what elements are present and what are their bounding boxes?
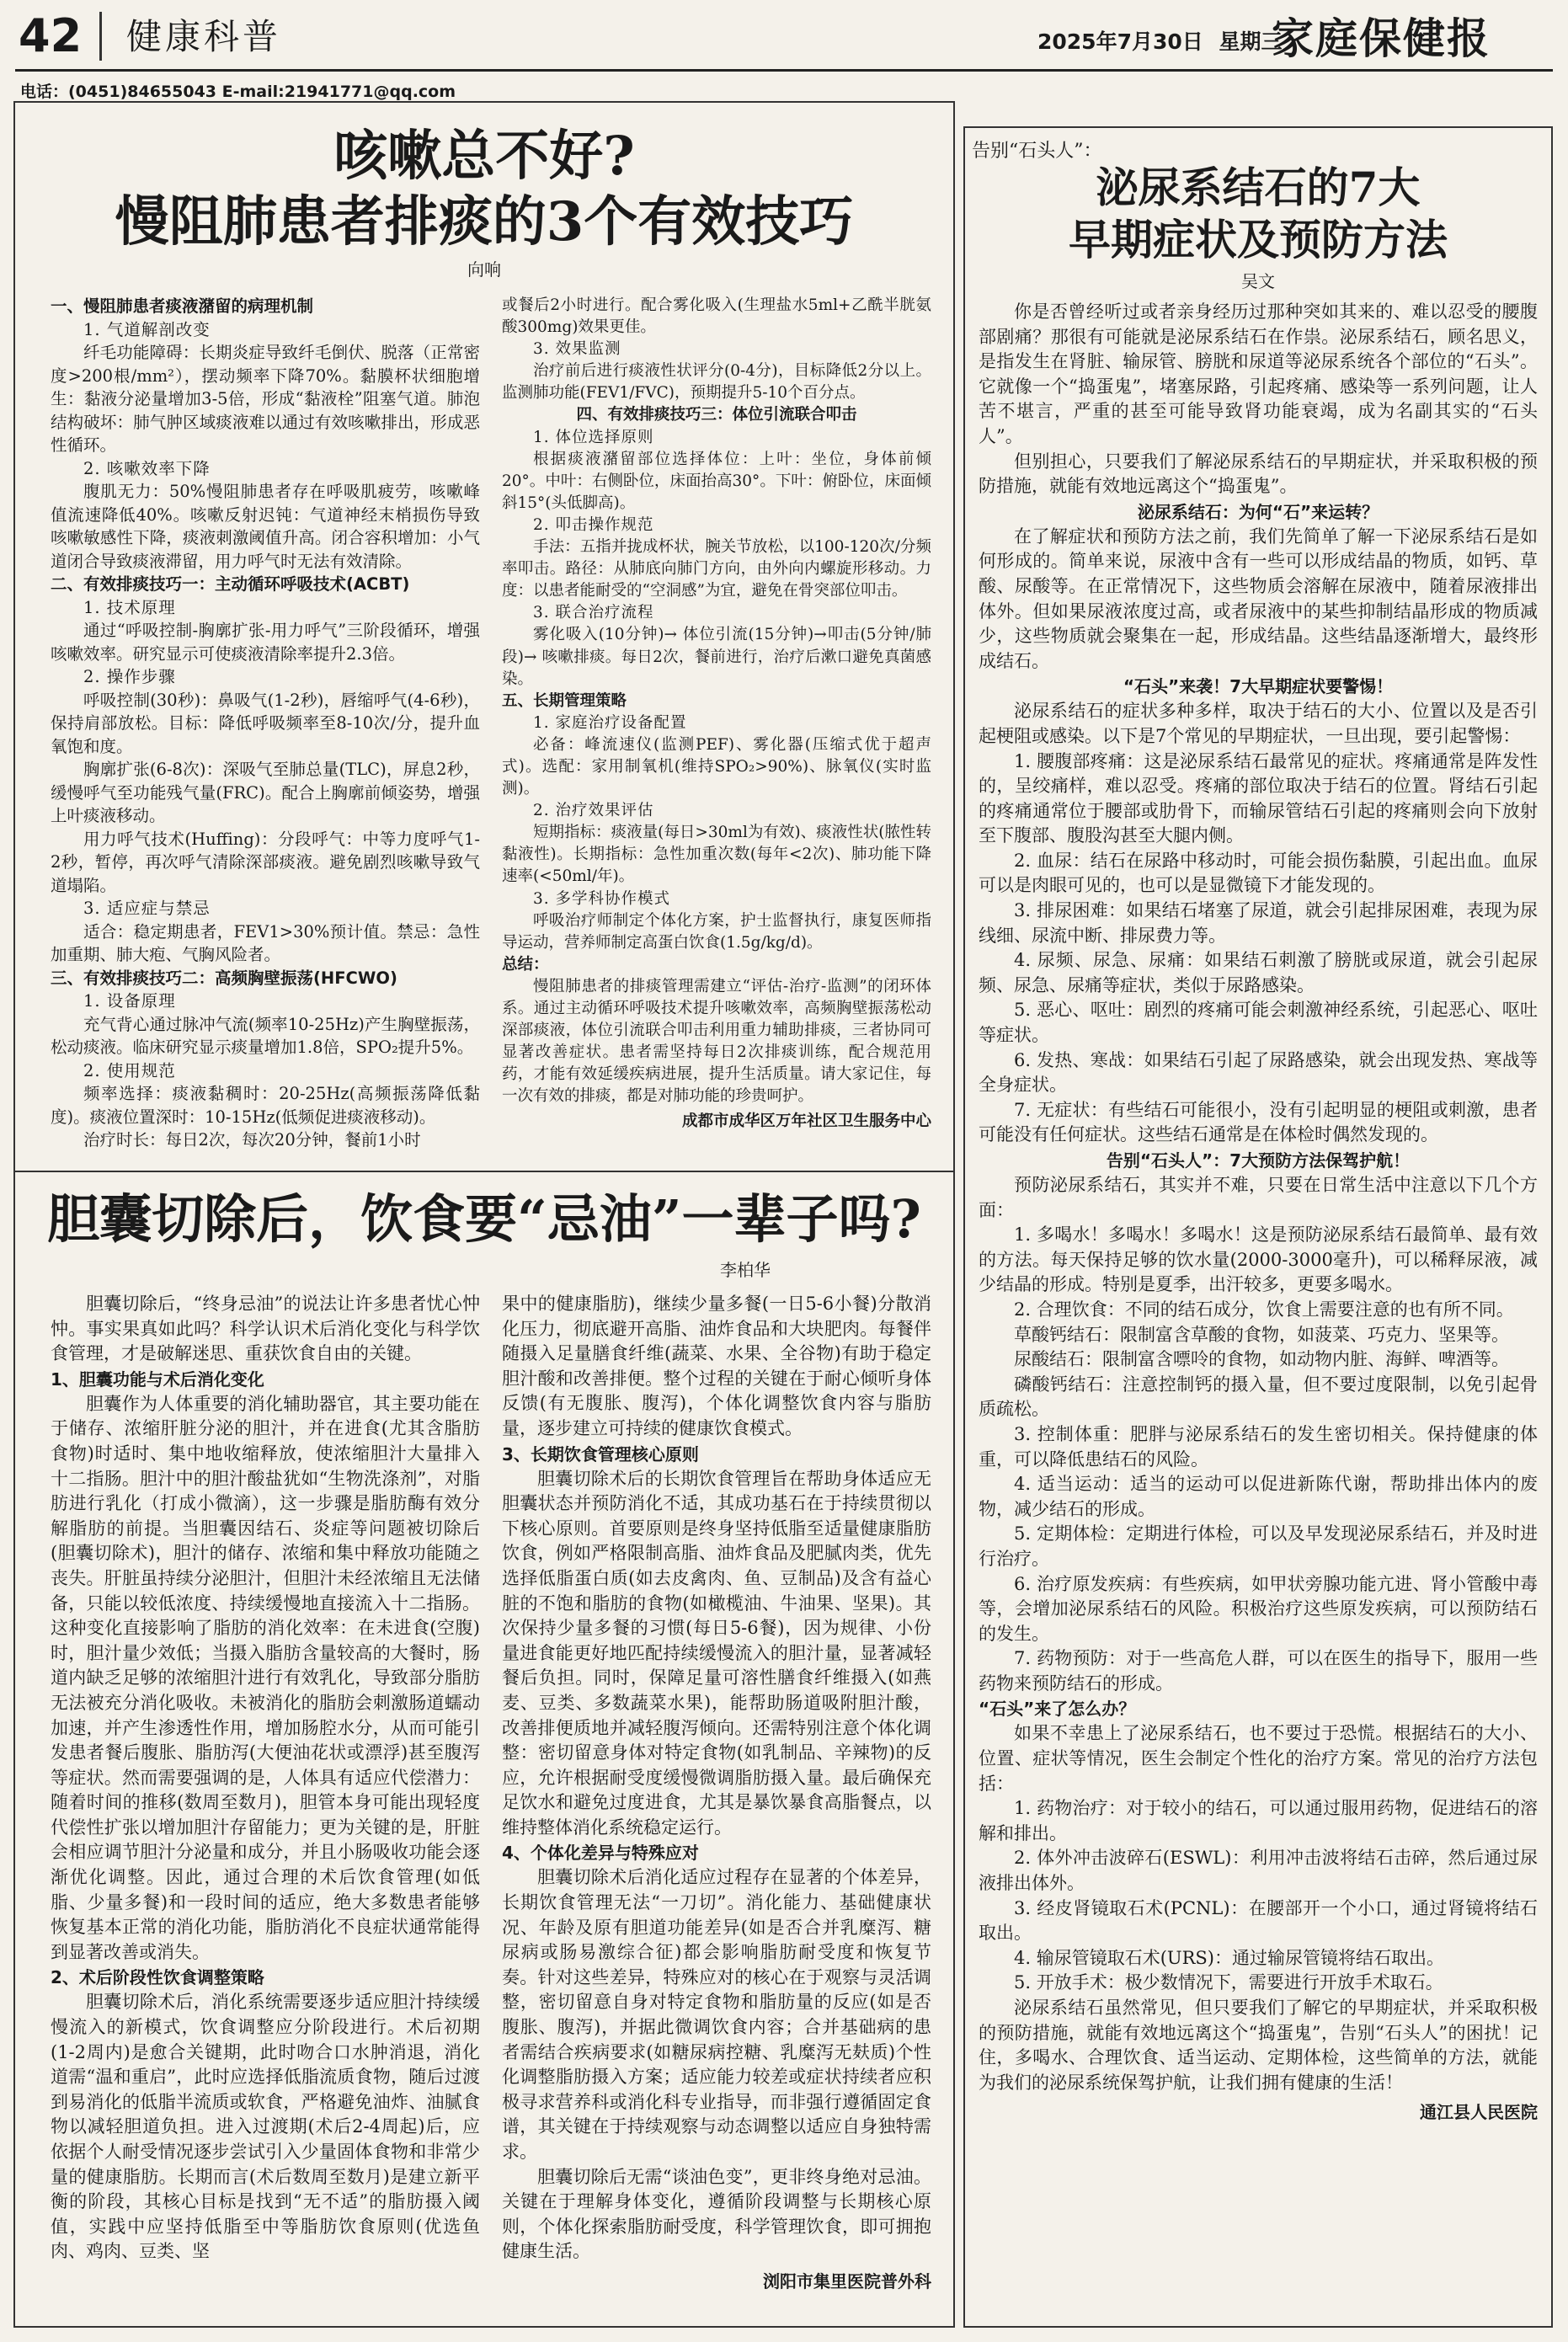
section-heading: 二、有效排痰技巧一：主动循环呼吸技术(ACBT) — [51, 574, 410, 594]
paragraph: 胸廓扩张(6-8次)：深吸气至肺总量(TLC)，屏息2秒，缓慢呼气至功能残气量(FRC)。配合上胸廓前倾姿势，增强上叶痰液移动。 — [51, 760, 480, 825]
subheading: 3. 效果监测 — [533, 340, 621, 359]
paragraph: 预防泌尿系结石，其实并不难，只要在日常生活中注意以下几个方面： — [979, 1175, 1538, 1220]
paragraph: 2. 体外冲击波碎石(ESWL)：利用冲击波将结石击碎，然后通过尿液排出体外。 — [979, 1848, 1538, 1894]
paragraph: 2. 血尿：结石在尿路中移动时，可能会损伤黏膜，引起出血。血尿可以是肉眼可见的，也可以是显微镜下才能发现的。 — [979, 850, 1538, 896]
weekday-text: 星期三 — [1219, 29, 1283, 54]
article1-title-line2: 慢阻肺患者排痰的3个有效技巧 — [115, 190, 854, 253]
subheading: 2. 使用规范 — [83, 1060, 176, 1080]
paragraph: 4. 适当运动：适当的运动可以促进新陈代谢，帮助排出体内的废物，减少结石的形成。 — [979, 1474, 1538, 1519]
paragraph: 2. 合理饮食：不同的结石成分，饮食上需要注意的也有所不同。 — [1014, 1299, 1514, 1320]
subheading: 2. 治疗效果评估 — [533, 802, 654, 820]
section-heading: 告别“石头人”：7大预防方法保驾护航！ — [1106, 1150, 1411, 1171]
paragraph: 磷酸钙结石：注意控制钙的摄入量，但不要过度限制，以免引起骨质疏松。 — [979, 1374, 1538, 1420]
paragraph: 治疗时长：每日2次，每次20分钟，餐前1小时 — [83, 1130, 421, 1150]
paragraph: 7. 药物预防：对于一些高危人群，可以在医生的指导下，服用一些药物来预防结石的形成。 — [979, 1648, 1538, 1694]
paragraph: 6. 发热、寒战：如果结石引起了尿路感染，就会出现发热、寒战等全身症状。 — [979, 1049, 1538, 1096]
paragraph: 如果不幸患上了泌尿系结石，也不要过于恐慌。根据结石的大小、位置、症状等情况，医生会制定个性化的治疗方案。常见的治疗方法包括： — [979, 1723, 1538, 1794]
author-affiliation: 成都市成华区万年社区卫生服务中心 — [681, 1112, 931, 1131]
paragraph: 胆囊切除术后消化适应过程存在显著的个体差异，长期饮食管理无法“一刀切”。消化能力、基础健康状况、年龄及原有胆道功能差异(如是否合并乳糜泻、糖尿病或肠易激综合征)都会影响脂肪耐受度和恢复节奏。针对这些差异，特殊应对的核心在于观察与灵活调整，密切留意自身对特定食物和脂肪量的反应(如是否腹胀、腹泻)，并据此微调饮食内容；合并基础病的患者需结合疾病要求(如糖尿病控糖、乳糜泻无麸质)个性化调整脂肪摄入方案；适应能力较差或症状持续者应积极寻求营养科或消化科专业指导，而非强行遵循固定食谱，其关键在于持续观察与动态调整以适应自身独特需求。 — [502, 1867, 931, 2162]
contact-line: 电话：(0451)84655043 E-mail:21941771@qq.com — [20, 83, 456, 101]
paragraph: 1. 药物治疗：对于较小的结石，可以通过服用药物，促进结石的溶解和排出。 — [979, 1798, 1538, 1843]
subheading: 3. 适应症与禁忌 — [83, 899, 211, 918]
subheading: 1. 体位选择原则 — [533, 428, 654, 446]
paragraph: 胆囊作为人体重要的消化辅助器官，其主要功能在于储存、浓缩肝脏分泌的胆汁，并在进食(尤其含脂肪食物)时适时、集中地收缩释放，使浓缩胆汁大量排入十二指肠。胆汁中的胆汁酸盐犹如“生物洗涤剂”，对脂肪进行乳化（打成小微滴），这一步骤是脂肪酶有效分解脂肪的前提。当胆囊因结石、炎症等问题被切除后(胆囊切除术)，胆汁的储存、浓缩和集中释放功能随之丧失。肝脏虽持续分泌胆汁，但胆汁未经浓缩且无法储备，只能以较低浓度、持续缓慢地直接流入十二指肠。这种变化直接影响了脂肪的消化效率：在未进食(空腹)时，胆汁量少效低；当摄入脂肪含量较高的大餐时，肠道内缺乏足够的浓缩胆汁进行有效乳化，导致部分脂肪无法被充分消化吸收。未被消化的脂肪会刺激肠道蠕动加速，并产生渗透性作用，增加肠腔水分，从而可能引发患者餐后腹胀、脂肪泻(大便油花状或漂浮)甚至腹泻等症状。然而需要强调的是，人体具有适应代偿潜力：随着时间的推移(数周至数月)，胆管本身可能出现轻度代偿性扩张以增加胆汁存留能力；更为关键的是，肝脏会相应调节胆汁分泌量和成分，并且小肠吸收功能会逐渐优化调整。因此，通过合理的术后饮食管理(如低脂、少量多餐)和一段时间的适应，绝大多数患者能够恢复基本正常的消化功能，脂肪消化不良症状通常能得到显著改善或消失。 — [51, 1393, 480, 1962]
paragraph: 适合：稳定期患者，FEV1>30%预计值。禁忌：急性加重期、肺大疱、气胸风险者。 — [51, 921, 480, 964]
section-heading: “石头”来袭！7大早期症状要警惕！ — [1123, 676, 1394, 697]
paragraph: 3. 控制体重：肥胖与泌尿系结石的发生密切相关。保持健康的体重，可以降低患结石的风险。 — [979, 1423, 1538, 1470]
article2-column-2 — [502, 1292, 931, 2319]
paragraph: 在了解症状和预防方法之前，我们先简单了解一下泌尿系结石是如何形成的。简单来说，尿液中含有一些可以形成结晶的物质，如钙、草酸、尿酸等。在正常情况下，这些物质会溶解在尿液中，随着尿液排出体外。但如果尿液浓度过高，或者尿液中的某些抑制结晶形成的物质减少，这些物质就会聚集在一起，形成结晶。这些结晶逐渐增大，最终形成结石。 — [979, 525, 1538, 671]
paragraph: 1. 多喝水！多喝水！多喝水！这是预防泌尿系结石最简单、最有效的方法。每天保持足够的饮水量(2000-3000毫升)，可以稀释尿液，减少结晶的形成。特别是夏季，出汗较多，更要多喝水。 — [979, 1224, 1538, 1295]
author-affiliation: 通江县人民医院 — [1420, 2102, 1538, 2123]
section-heading: 4、个体化差异与特殊应对 — [502, 1843, 699, 1864]
subheading: 1. 设备原理 — [83, 991, 176, 1011]
article-copd — [13, 101, 955, 1171]
article3-title-line2: 早期症状及预防方法 — [1069, 215, 1448, 264]
section-heading: 1、胆囊功能与术后消化变化 — [51, 1368, 264, 1390]
paragraph: 慢阻肺患者的排痰管理需建立“评估-治疗-监测”的闭环体系。通过主动循环呼吸技术提升咳嗽效率，高频胸壁振荡松动深部痰液，体位引流联合叩击利用重力辅助排痰，三者协同可显著改善症状。患者需坚持每日2次排痰训练，配合规范用药，才能有效延缓疾病进展，提升生活质量。请大家记住，每一次有效的排痰，都是对肺功能的珍贵呵护。 — [502, 977, 931, 1106]
paragraph: 5. 开放手术：极少数情况下，需要进行开放手术取石。 — [1014, 1972, 1443, 1993]
paragraph: 根据痰液潴留部位选择体位：上叶：坐位，身体前倾20°。中叶：右侧卧位，床面抬高30°。下叶：俯卧位，床面倾斜15°(头低脚高)。 — [502, 450, 931, 512]
author-affiliation: 浏阳市集里医院普外科 — [763, 2270, 931, 2291]
paragraph: 尿酸结石：限制富含嘌呤的食物，如动物内脏、海鲜、啤酒等。 — [1014, 1349, 1509, 1370]
date-text: 2025年7月30日 — [1037, 29, 1203, 54]
masthead-logo: 家庭保健报 — [1272, 13, 1491, 63]
article1-author: 向响 — [467, 259, 501, 280]
paragraph: 7. 无症状：有些结石可能很小，没有引起明显的梗阻或刺激，患者可能没有任何症状。这些结石通常是在体检时偶然发现的。 — [979, 1099, 1538, 1145]
subheading: 2. 叩击操作规范 — [533, 515, 654, 534]
subheading: 1. 家庭治疗设备配置 — [533, 713, 687, 732]
issue-date — [1037, 25, 1283, 56]
page-header — [0, 0, 1568, 101]
article2-column-1 — [51, 1292, 480, 2319]
paragraph: 3. 排尿困难：如果结石堵塞了尿道，就会引起排尿困难，表现为尿线细、尿流中断、排尿费力等。 — [979, 900, 1538, 946]
article1-column-2 — [502, 295, 931, 1162]
section-heading: 总结： — [502, 955, 549, 974]
article1-title-line1: 咳嗽总不好? — [333, 125, 635, 188]
paragraph: 4. 输尿管镜取石术(URS)：通过输尿管镜将结石取出。 — [1014, 1947, 1444, 1968]
paragraph: 胆囊切除术后的长期饮食管理旨在帮助身体适应无胆囊状态并预防消化不适，其成功基石在于持续贯彻以下核心原则。首要原则是终身坚持低脂至适量健康脂肪饮食，例如严格限制高脂、油炸食品及肥腻肉类，优先选择低脂蛋白质(如去皮禽肉、鱼、豆制品)及含有益心脏的不饱和脂肪的食物(如橄榄油、牛油果、坚果)。其次保持少量多餐的习惯(每日5-6餐)，因为规律、小份量进食能更好地匹配持续缓慢流入的胆汁量，显著减轻餐后负担。同时，保障足量可溶性膳食纤维摄入(如燕麦、豆类、多数蔬菜水果)，能帮助肠道吸附胆汁酸，改善排便质地并减轻腹泻倾向。还需特别注意个体化调整：密切留意身体对特定食物(如乳制品、辛辣物)的反应，允许根据耐受度缓慢微调脂肪摄入量。最后确保充足饮水和避免过度进食，尤其是暴饮暴食高脂餐点，以维持整体消化系统稳定运行。 — [502, 1468, 931, 1838]
article3-column — [979, 300, 1538, 2321]
paragraph: 你是否曾经听过或者亲身经历过那种突如其来的、难以忍受的腰腹部剧痛？那很有可能就是泌尿系结石在作祟。泌尿系结石，顾名思义，是指发生在肾脏、输尿管、膀胱和尿道等泌尿系统各个部位的“石头”。它就像一个“捣蛋鬼”，堵塞尿路，引起疼痛、感染等一系列问题，让人苦不堪言，严重的甚至可能导致肾功能衰竭，成为名副其实的“石头人”。 — [979, 301, 1538, 446]
paragraph: 通过“呼吸控制-胸廓扩张-用力呼气”三阶段循环，增强咳嗽效率。研究显示可使痰液清除率提升2.3倍。 — [51, 621, 480, 664]
paragraph: 4. 尿频、尿急、尿痛：如果结石刺激了膀胱或尿道，就会引起尿频、尿急、尿痛等症状，类似于尿路感染。 — [979, 950, 1538, 995]
article1-column-1 — [51, 295, 480, 1162]
paragraph: 5. 定期体检：定期进行体检，可以及早发现泌尿系结石，并及时进行治疗。 — [979, 1523, 1538, 1569]
paragraph: 手法：五指并拢成杯状，腕关节放松，以100-120次/分频率叩击。路径：从肺底向肺门方向，由外向内螺旋形移动。力度：以患者能耐受的“空洞感”为宜，避免在骨突部位叩击。 — [502, 538, 931, 600]
paragraph: 用力呼气技术(Huffing)：分段呼气：中等力度呼气1-2秒，暂停，再次呼气清除深部痰液。避免剧烈咳嗽导致气道塌陷。 — [51, 829, 480, 895]
paragraph: 或餐后2小时进行。配合雾化吸入(生理盐水5ml+乙酰半胱氨酸300mg)效果更佳。 — [502, 296, 931, 337]
subheading: 3. 多学科协作模式 — [533, 889, 671, 908]
paragraph: 呼吸治疗师制定个体化方案，护士监督执行，康复医师指导运动，营养师制定高蛋白饮食(1.5g/kg/d)。 — [502, 911, 931, 952]
header-rule — [15, 69, 1553, 72]
paragraph: 草酸钙结石：限制富含草酸的食物，如菠菜、巧克力、坚果等。 — [1014, 1324, 1509, 1345]
article3-author: 吴文 — [1241, 271, 1275, 291]
paragraph: 泌尿系结石虽然常见，但只要我们了解它的早期症状，并采取积极的预防措施，就能有效地远离这个“捣蛋鬼”，告别“石头人”的困扰！记住，多喝水、合理饮食、适当运动、定期体检，这些简单的方法，就能为我们的泌尿系统保驾护航，让我们拥有健康的生活！ — [979, 1998, 1538, 2093]
paragraph: 短期指标：痰液量(每日>30ml为有效)、痰液性状(脓性转黏液性)。长期指标：急性加重次数(每年<2次)、肺功能下降速率(<50ml/年)。 — [502, 824, 931, 886]
article3-kicker: 告别“石头人”： — [972, 141, 1102, 162]
paragraph: 频率选择：痰液黏稠时：20-25Hz(高频振荡降低黏度)。痰液位置深时：10-15Hz(低频促进痰液移动)。 — [51, 1084, 480, 1127]
section-heading: 一、慢阻肺患者痰液潴留的病理机制 — [51, 296, 314, 316]
paragraph: 果中的健康脂肪)，继续少量多餐(一日5-6小餐)分散消化压力，彻底避开高脂、油炸食品和大块肥肉。每餐伴随摄入足量膳食纤维(蔬菜、水果、全谷物)有助于稳定胆汁酸和改善排便。整个过程的关键在于耐心倾听身体反馈(有无腹胀、腹泻)，个体化调整饮食内容与脂肪量，逐步建立可持续的健康饮食模式。 — [502, 1294, 931, 1438]
section-heading: 三、有效排痰技巧二：高频胸壁振荡(HFCWO) — [51, 968, 397, 988]
subheading: 3. 联合治疗流程 — [533, 604, 654, 622]
article-kidney-stones — [963, 126, 1553, 2328]
paragraph: 腹肌无力：50%慢阻肺患者存在呼吸肌疲劳，咳嗽峰值流速降低40%。咳嗽反射迟钝：气道神经末梢损伤导致咳嗽敏感性下降，痰液刺激阈值升高。闭合容积增加：小气道闭合导致痰液滞留，用力呼气时无法有效清除。 — [51, 482, 480, 571]
paragraph: 必备：峰流速仪(监测PEF)、雾化器(压缩式优于超声式)。选配：家用制氧机(维持SPO₂>90%)、脉氧仪(实时监测)。 — [502, 735, 931, 798]
article-gallbladder — [13, 1172, 955, 2328]
page-number: 42 — [19, 9, 83, 62]
paragraph: 3. 经皮肾镜取石术(PCNL)：在腰部开一个小口，通过肾镜将结石取出。 — [979, 1897, 1538, 1944]
paragraph: 治疗前后进行痰液性状评分(0-4分)，目标降低2分以上。监测肺功能(FEV1/FVC)，预期提升5-10个百分点。 — [502, 362, 931, 403]
paragraph: 胆囊切除术后，消化系统需要逐步适应胆汁持续缓慢流入的新模式，饮食调整应分阶段进行。术后初期(1-2周内)是愈合关键期，此时吻合口水肿消退，消化道需“温和重启”，此时应选择低脂流质食物，随后过渡到易消化的低脂半流质或软食，严格避免油炸、油腻食物以减轻胆道负担。进入过渡期(术后2-4周起)后，应依据个人耐受情况逐步尝试引入少量固体食物和非常少量的健康脂肪。长期而言(术后数周至数月)是建立新平衡的阶段，其核心目标是找到“无不适”的脂肪摄入阈值，实践中应坚持低脂至中等脂肪饮食原则(优选鱼肉、鸡肉、豆类、坚 — [51, 1992, 480, 2262]
paragraph: 胆囊切除后无需“谈油色变”，更非终身绝对忌油。关键在于理解身体变化，遵循阶段调整与长期核心原则，个体化探索脂肪耐受度，科学管理饮食，即可拥抱健康生活。 — [502, 2166, 931, 2262]
paragraph: 5. 恶心、呕吐：剧烈的疼痛可能会刺激神经系统，引起恶心、呕吐等症状。 — [979, 1000, 1538, 1046]
article3-title-line1: 泌尿系结石的7大 — [1096, 163, 1421, 212]
paragraph: 纤毛功能障碍：长期炎症导致纤毛倒伏、脱落（正常密度>200根/mm²），摆动频率下降70%。黏膜杯状细胞增生：黏液分泌量增加3-5倍，形成“黏液栓”阻塞气道。肺泡结构破坏：肺气肿区域痰液难以通过有效咳嗽排出，形成恶性循环。 — [51, 343, 480, 455]
section-heading: 泌尿系结石：为何“石”来运转？ — [1137, 501, 1379, 522]
section-heading: 四、有效排痰技巧三：体位引流联合叩击 — [576, 406, 857, 424]
section-heading: “石头”来了怎么办？ — [979, 1699, 1136, 1720]
article2-author: 李柏华 — [720, 1260, 771, 1280]
paragraph: 胆囊切除后，“终身忌油”的说法让许多患者忧心忡忡。事实果真如此吗？科学认识术后消化变化与科学饮食管理，才是破解迷思、重获饮食自由的关键。 — [51, 1294, 480, 1364]
paragraph: 雾化吸入(10分钟)→ 体位引流(15分钟)→叩击(5分钟/肺段)→ 咳嗽排痰。每日2次，餐前进行，治疗后漱口避免真菌感染。 — [502, 626, 931, 688]
section-heading: 3、长期饮食管理核心原则 — [502, 1443, 699, 1464]
section-title: 健康科普 — [126, 16, 282, 57]
subheading: 1. 技术原理 — [83, 597, 176, 617]
paragraph: 6. 治疗原发疾病：有些疾病，如甲状旁腺功能亢进、肾小管酸中毒等，会增加泌尿系结石的风险。积极治疗这些原发疾病，可以预防结石的发生。 — [979, 1573, 1538, 1644]
subheading: 1. 气道解剖改变 — [83, 319, 211, 339]
paragraph: 泌尿系结石的症状多种多样，取决于结石的大小、位置以及是否引起梗阻或感染。以下是7个常见的早期症状，一旦出现，要引起警惕： — [979, 701, 1538, 746]
paragraph: 但别担心，只要我们了解泌尿系结石的早期症状，并采取积极的预防措施，就能有效地远离这个“捣蛋鬼”。 — [979, 451, 1538, 497]
section-heading: 五、长期管理策略 — [502, 691, 627, 710]
paragraph: 呼吸控制(30秒)：鼻吸气(1-2秒)，唇缩呼气(4-6秒)，保持肩部放松。目标：降低呼吸频率至8-10次/分，提升血氧饱和度。 — [51, 690, 480, 756]
article2-title: 胆囊切除后，饮食要“忌油”一辈子吗? — [47, 1188, 921, 1250]
section-heading: 2、术后阶段性饮食调整策略 — [51, 1967, 264, 1988]
header-divider — [99, 12, 102, 61]
subheading: 2. 咳嗽效率下降 — [83, 458, 211, 478]
paragraph: 1. 腰腹部疼痛：这是泌尿系结石最常见的症状。疼痛通常是阵发性的，呈绞痛样，难以忍受。疼痛的部位取决于结石的位置。肾结石引起的疼痛通常位于腰部或肋骨下，而输尿管结石引起的疼痛则会向下放射至下腹部、腹股沟甚至大腿内侧。 — [979, 750, 1538, 846]
paragraph: 充气背心通过脉冲气流(频率10-25Hz)产生胸壁振荡，松动痰液。临床研究显示痰量增加1.8倍，SPO₂提升5%。 — [51, 1014, 480, 1057]
subheading: 2. 操作步骤 — [83, 667, 176, 686]
